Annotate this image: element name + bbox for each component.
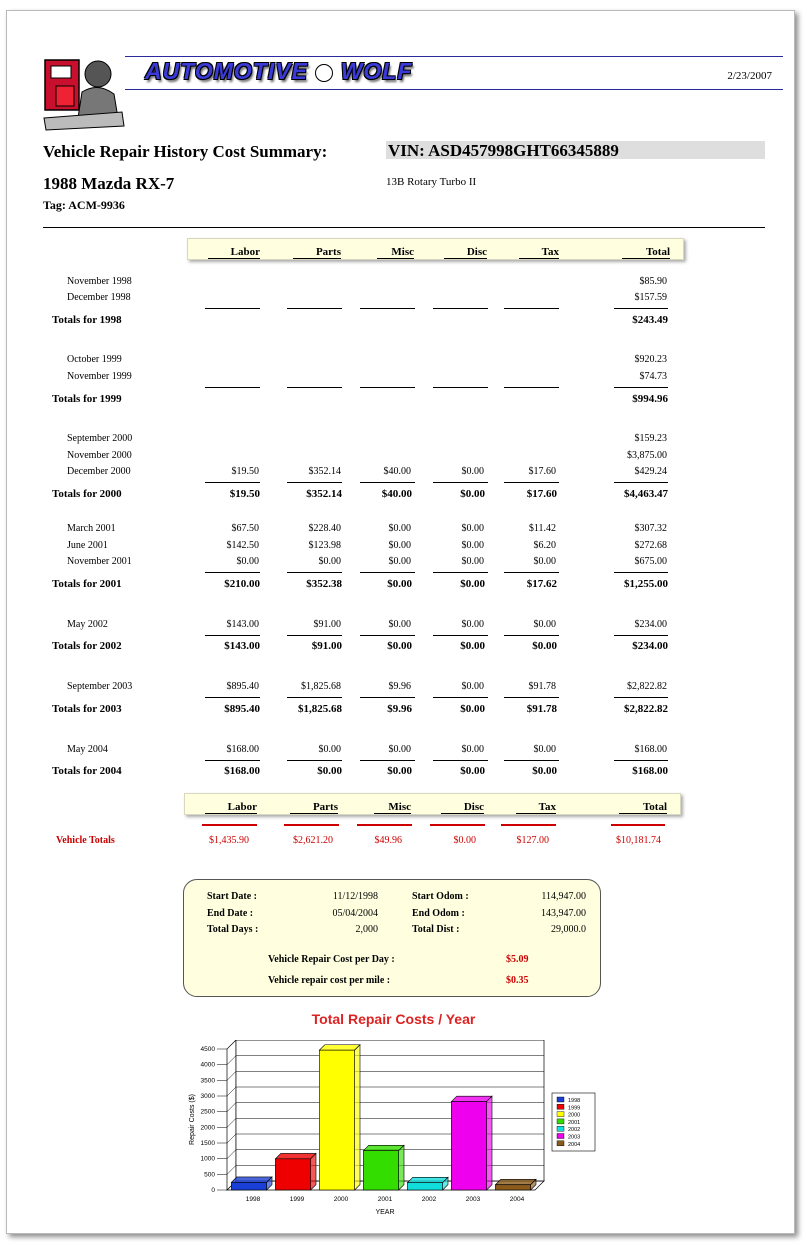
month-label: May 2004 (67, 744, 108, 755)
subtotal-rule (433, 482, 488, 483)
x-tick-label: 2000 (333, 1196, 349, 1203)
legend-label: 2004 (568, 1141, 581, 1148)
subtotal-rule (504, 697, 559, 698)
header-rule-top (125, 56, 783, 57)
subtotal-rule (287, 635, 342, 636)
year-total-labor: $143.00 (224, 640, 260, 652)
subtotal-rule (205, 760, 260, 761)
y-tick-label: 500 (204, 1171, 215, 1179)
cell-total: $307.32 (634, 523, 667, 534)
cell-total: $168.00 (634, 744, 667, 755)
cell-labor: $19.50 (231, 466, 259, 477)
cost-per-day-value: $5.09 (506, 954, 529, 965)
year-total-parts: $352.14 (306, 488, 342, 500)
cell-misc: $0.00 (388, 744, 411, 755)
repair-cost-chart (180, 1040, 610, 1225)
subtotal-rule (504, 308, 559, 309)
end-odom-value: 143,947.00 (541, 908, 586, 919)
cell-misc: $0.00 (388, 556, 411, 567)
cell-total: $675.00 (634, 556, 667, 567)
subtotal-rule (433, 760, 488, 761)
subtotal-rule (614, 635, 668, 636)
cell-total: $429.24 (634, 466, 667, 477)
cell-total: $920.23 (634, 354, 667, 365)
cell-total: $272.68 (634, 540, 667, 551)
column-header-bottom-misc: Misc (374, 801, 411, 814)
header-rule-bottom (125, 89, 783, 90)
legend-label: 1998 (568, 1098, 581, 1104)
subtotal-rule (205, 308, 260, 309)
bar-2004 (495, 1185, 530, 1190)
start-date-value: 11/12/1998 (332, 891, 378, 902)
year-total-parts: $352.38 (306, 578, 342, 590)
year-total-total: $243.49 (632, 314, 668, 326)
bar-top (495, 1179, 536, 1184)
total-dist-value: 29,000.0 (551, 924, 586, 935)
cell-parts: $228.40 (308, 523, 341, 534)
subtotal-rule (504, 760, 559, 761)
month-label: November 1999 (67, 371, 132, 382)
bar-top (275, 1153, 316, 1158)
report-date: 2/23/2007 (727, 70, 772, 82)
year-total-disc: $0.00 (460, 640, 485, 652)
subtotal-rule (360, 387, 415, 388)
cost-per-mile-value: $0.35 (506, 975, 529, 986)
subtotal-rule (433, 308, 488, 309)
chart-title: Total Repair Costs / Year (311, 1011, 476, 1027)
vehicle-tag: Tag: ACM-9936 (43, 198, 125, 212)
total-days-value: 2,000 (355, 924, 378, 935)
year-total-labor: $210.00 (224, 578, 260, 590)
bar-side (399, 1145, 404, 1190)
cell-tax: $11.42 (528, 523, 556, 534)
column-header-labor: Labor (208, 246, 260, 259)
bar-2002 (407, 1183, 442, 1190)
year-total-misc: $0.00 (387, 765, 412, 777)
year-total-total: $2,822.82 (624, 703, 668, 715)
bar-2003 (451, 1102, 486, 1190)
vehicle-total-labor: $1,435.90 (209, 835, 249, 846)
cell-tax: $17.60 (528, 466, 556, 477)
cell-total: $74.73 (639, 371, 667, 382)
cell-disc: $0.00 (461, 556, 484, 567)
subtotal-rule (205, 697, 260, 698)
vehicle-name: 1988 Mazda RX-7 (43, 174, 175, 193)
section-divider (43, 227, 765, 228)
column-header-bottom-disc: Disc (441, 801, 484, 814)
mechanic-logo-icon (42, 52, 126, 132)
subtotal-rule (433, 572, 488, 573)
subtotal-rule (360, 697, 415, 698)
summary-box (183, 879, 601, 997)
bar-2001 (363, 1151, 398, 1190)
subtotal-rule (614, 308, 668, 309)
year-total-total: $168.00 (632, 765, 668, 777)
cell-tax: $6.20 (533, 540, 556, 551)
year-total-label: Totals for 2000 (52, 488, 122, 500)
x-tick-label: 2001 (377, 1196, 393, 1203)
month-label: May 2002 (67, 619, 108, 630)
legend-swatch (557, 1141, 564, 1146)
cell-misc: $0.00 (388, 619, 411, 630)
bar-top (363, 1145, 404, 1150)
y-axis-label: Repair Costs ($) (189, 1094, 196, 1145)
x-axis-label: YEAR (375, 1209, 395, 1216)
cell-parts: $0.00 (318, 556, 341, 567)
y-tick-label: 2500 (200, 1108, 215, 1116)
cost-per-mile-label: Vehicle repair cost per mile : (268, 975, 391, 986)
cell-tax: $91.78 (528, 681, 556, 692)
cell-labor: $143.00 (226, 619, 259, 630)
column-header-bottom-tax: Tax (516, 801, 556, 814)
month-label: December 2000 (67, 466, 131, 477)
month-label: June 2001 (67, 540, 108, 551)
subtotal-rule (433, 697, 488, 698)
x-tick-label: 2003 (465, 1196, 481, 1203)
bar-top (451, 1096, 492, 1101)
vehicle-total-disc: $0.00 (453, 835, 476, 846)
year-total-misc: $0.00 (387, 578, 412, 590)
cell-tax: $0.00 (533, 619, 556, 630)
cell-disc: $0.00 (461, 466, 484, 477)
subtotal-rule (614, 697, 668, 698)
cell-total: $85.90 (639, 276, 667, 287)
subtotal-rule (504, 572, 559, 573)
legend-swatch (557, 1104, 564, 1109)
cell-disc: $0.00 (461, 681, 484, 692)
cell-parts: $0.00 (318, 744, 341, 755)
subtotal-rule (287, 760, 342, 761)
bar-side (311, 1153, 316, 1190)
month-label: March 2001 (67, 523, 116, 534)
cell-misc: $0.00 (388, 523, 411, 534)
legend-swatch (557, 1119, 564, 1124)
cell-disc: $0.00 (461, 523, 484, 534)
month-label: October 1999 (67, 354, 122, 365)
y-tick-label: 3000 (200, 1093, 215, 1100)
y-tick-label: 4500 (200, 1046, 215, 1053)
year-total-disc: $0.00 (460, 578, 485, 590)
cost-per-day-label: Vehicle Repair Cost per Day : (268, 954, 395, 965)
subtotal-rule (205, 387, 260, 388)
cell-misc: $9.96 (388, 681, 411, 692)
y-tick-label: 1500 (200, 1140, 215, 1147)
legend-swatch (557, 1112, 564, 1117)
y-tick-label: 3500 (200, 1077, 215, 1085)
year-total-label: Totals for 2002 (52, 640, 122, 652)
vehicle-total-parts: $2,621.20 (293, 835, 333, 846)
end-date-label: End Date : (207, 908, 254, 919)
year-total-total: $994.96 (632, 393, 668, 405)
subtotal-rule (614, 572, 668, 573)
y-tick-label: 0 (211, 1187, 215, 1194)
bar-side (487, 1096, 492, 1190)
year-total-total: $234.00 (632, 640, 668, 652)
subtotal-rule (287, 387, 342, 388)
report-title: Vehicle Repair History Cost Summary: (43, 142, 328, 161)
year-total-label: Totals for 1999 (52, 393, 122, 405)
column-header-bottom-labor: Labor (205, 801, 257, 814)
legend-swatch (557, 1134, 564, 1139)
vehicle-totals-label: Vehicle Totals (56, 835, 115, 846)
month-label: September 2000 (67, 433, 133, 444)
year-total-total: $1,255.00 (624, 578, 668, 590)
subtotal-rule (360, 760, 415, 761)
cell-total: $2,822.82 (627, 681, 667, 692)
vehicle-total-total: $10,181.74 (616, 835, 661, 846)
bar-1999 (275, 1159, 310, 1190)
year-total-disc: $0.00 (460, 765, 485, 777)
subtotal-rule (504, 387, 559, 388)
month-label: November 2001 (67, 556, 132, 567)
month-label: November 2000 (67, 450, 132, 461)
month-label: September 2003 (67, 681, 133, 692)
x-tick-label: 1999 (289, 1196, 305, 1203)
x-tick-label: 1998 (245, 1196, 261, 1203)
end-date-value: 05/04/2004 (332, 908, 378, 919)
year-total-tax: $17.62 (526, 578, 557, 590)
y-tick-label: 4000 (200, 1061, 215, 1069)
cell-labor: $895.40 (226, 681, 259, 692)
month-label: December 1998 (67, 292, 131, 303)
cell-labor: $142.50 (226, 540, 259, 551)
brand-logo: AUTOMOTIVE WOLF (145, 58, 413, 84)
year-total-label: Totals for 2003 (52, 703, 122, 715)
column-header-tax: Tax (519, 246, 559, 259)
x-tick-label: 2002 (421, 1196, 437, 1203)
year-total-parts: $91.00 (311, 640, 342, 652)
month-label: November 1998 (67, 276, 132, 287)
bar-1998 (231, 1182, 266, 1190)
cell-parts: $91.00 (313, 619, 341, 630)
subtotal-rule (205, 482, 260, 483)
y-tick-label: 2000 (200, 1124, 215, 1132)
x-tick-label: 2004 (509, 1196, 525, 1203)
subtotal-rule (287, 697, 342, 698)
cell-parts: $352.14 (308, 466, 341, 477)
cell-labor: $0.00 (236, 556, 259, 567)
total-days-label: Total Days : (207, 924, 259, 935)
start-date-label: Start Date : (207, 891, 257, 902)
vehicle-total-rule (202, 824, 257, 826)
vin-field: VIN: ASD457998GHT66345889 (386, 141, 765, 159)
vehicle-total-rule (357, 824, 412, 826)
subtotal-rule (433, 635, 488, 636)
column-header-bottom-total: Total (619, 801, 667, 814)
cell-labor: $168.00 (226, 744, 259, 755)
year-total-misc: $9.96 (387, 703, 412, 715)
year-total-parts: $0.00 (317, 765, 342, 777)
bar-2000 (319, 1050, 354, 1190)
year-total-labor: $895.40 (224, 703, 260, 715)
subtotal-rule (287, 482, 342, 483)
year-total-tax: $0.00 (532, 640, 557, 652)
subtotal-rule (504, 482, 559, 483)
cell-disc: $0.00 (461, 744, 484, 755)
bar-side (355, 1045, 360, 1190)
cell-tax: $0.00 (533, 556, 556, 567)
legend-label: 2003 (568, 1134, 581, 1141)
wolf-icon (315, 64, 333, 82)
bar-top (407, 1177, 448, 1182)
cell-misc: $40.00 (383, 466, 411, 477)
cell-labor: $67.50 (231, 523, 259, 534)
year-total-misc: $0.00 (387, 640, 412, 652)
column-header-disc: Disc (444, 246, 487, 259)
vehicle-total-rule (501, 824, 556, 826)
year-total-tax: $0.00 (532, 765, 557, 777)
year-total-misc: $40.00 (381, 488, 412, 500)
column-header-misc: Misc (377, 246, 414, 259)
column-header-bar-bottom (184, 793, 681, 815)
column-header-parts: Parts (293, 246, 341, 259)
year-total-disc: $0.00 (460, 488, 485, 500)
cell-total: $234.00 (634, 619, 667, 630)
legend-swatch (557, 1097, 564, 1102)
year-total-label: Totals for 2004 (52, 765, 122, 777)
vehicle-total-tax: $127.00 (516, 835, 549, 846)
subtotal-rule (205, 635, 260, 636)
year-total-tax: $17.60 (526, 488, 557, 500)
year-total-disc: $0.00 (460, 703, 485, 715)
cell-tax: $0.00 (533, 744, 556, 755)
cell-parts: $1,825.68 (301, 681, 341, 692)
column-header-total: Total (622, 246, 670, 259)
cell-parts: $123.98 (308, 540, 341, 551)
cell-total: $157.59 (634, 292, 667, 303)
legend-label: 2002 (568, 1127, 581, 1134)
year-total-label: Totals for 1998 (52, 314, 122, 326)
legend-swatch (557, 1126, 564, 1131)
subtotal-rule (614, 760, 668, 761)
cell-disc: $0.00 (461, 619, 484, 630)
subtotal-rule (360, 635, 415, 636)
vehicle-total-rule (284, 824, 339, 826)
subtotal-rule (287, 308, 342, 309)
start-odom-label: Start Odom : (412, 891, 469, 902)
legend-label: 1999 (568, 1105, 581, 1112)
year-total-labor: $19.50 (229, 488, 260, 500)
cell-total: $159.23 (634, 433, 667, 444)
chart-side-wall (227, 1040, 236, 1190)
engine-description: 13B Rotary Turbo II (386, 176, 477, 188)
total-dist-label: Total Dist : (412, 924, 460, 935)
legend-label: 2000 (568, 1112, 581, 1119)
vehicle-total-rule (611, 824, 665, 826)
subtotal-rule (360, 308, 415, 309)
start-odom-value: 114,947.00 (541, 891, 586, 902)
subtotal-rule (614, 482, 668, 483)
column-header-bottom-parts: Parts (290, 801, 338, 814)
end-odom-label: End Odom : (412, 908, 465, 919)
subtotal-rule (614, 387, 668, 388)
year-total-labor: $168.00 (224, 765, 260, 777)
subtotal-rule (433, 387, 488, 388)
year-total-total: $4,463.47 (624, 488, 668, 500)
cell-misc: $0.00 (388, 540, 411, 551)
subtotal-rule (360, 482, 415, 483)
subtotal-rule (504, 635, 559, 636)
subtotal-rule (205, 572, 260, 573)
cell-disc: $0.00 (461, 540, 484, 551)
year-total-parts: $1,825.68 (298, 703, 342, 715)
bar-top (231, 1177, 272, 1182)
vehicle-total-misc: $49.96 (374, 835, 402, 846)
y-tick-label: 1000 (200, 1155, 215, 1163)
subtotal-rule (287, 572, 342, 573)
bar-top (319, 1045, 360, 1050)
cell-total: $3,875.00 (627, 450, 667, 461)
year-total-tax: $91.78 (526, 703, 557, 715)
column-header-bar (187, 238, 684, 260)
subtotal-rule (360, 572, 415, 573)
vehicle-total-rule (430, 824, 485, 826)
year-total-label: Totals for 2001 (52, 578, 122, 590)
legend-label: 2001 (568, 1119, 581, 1126)
